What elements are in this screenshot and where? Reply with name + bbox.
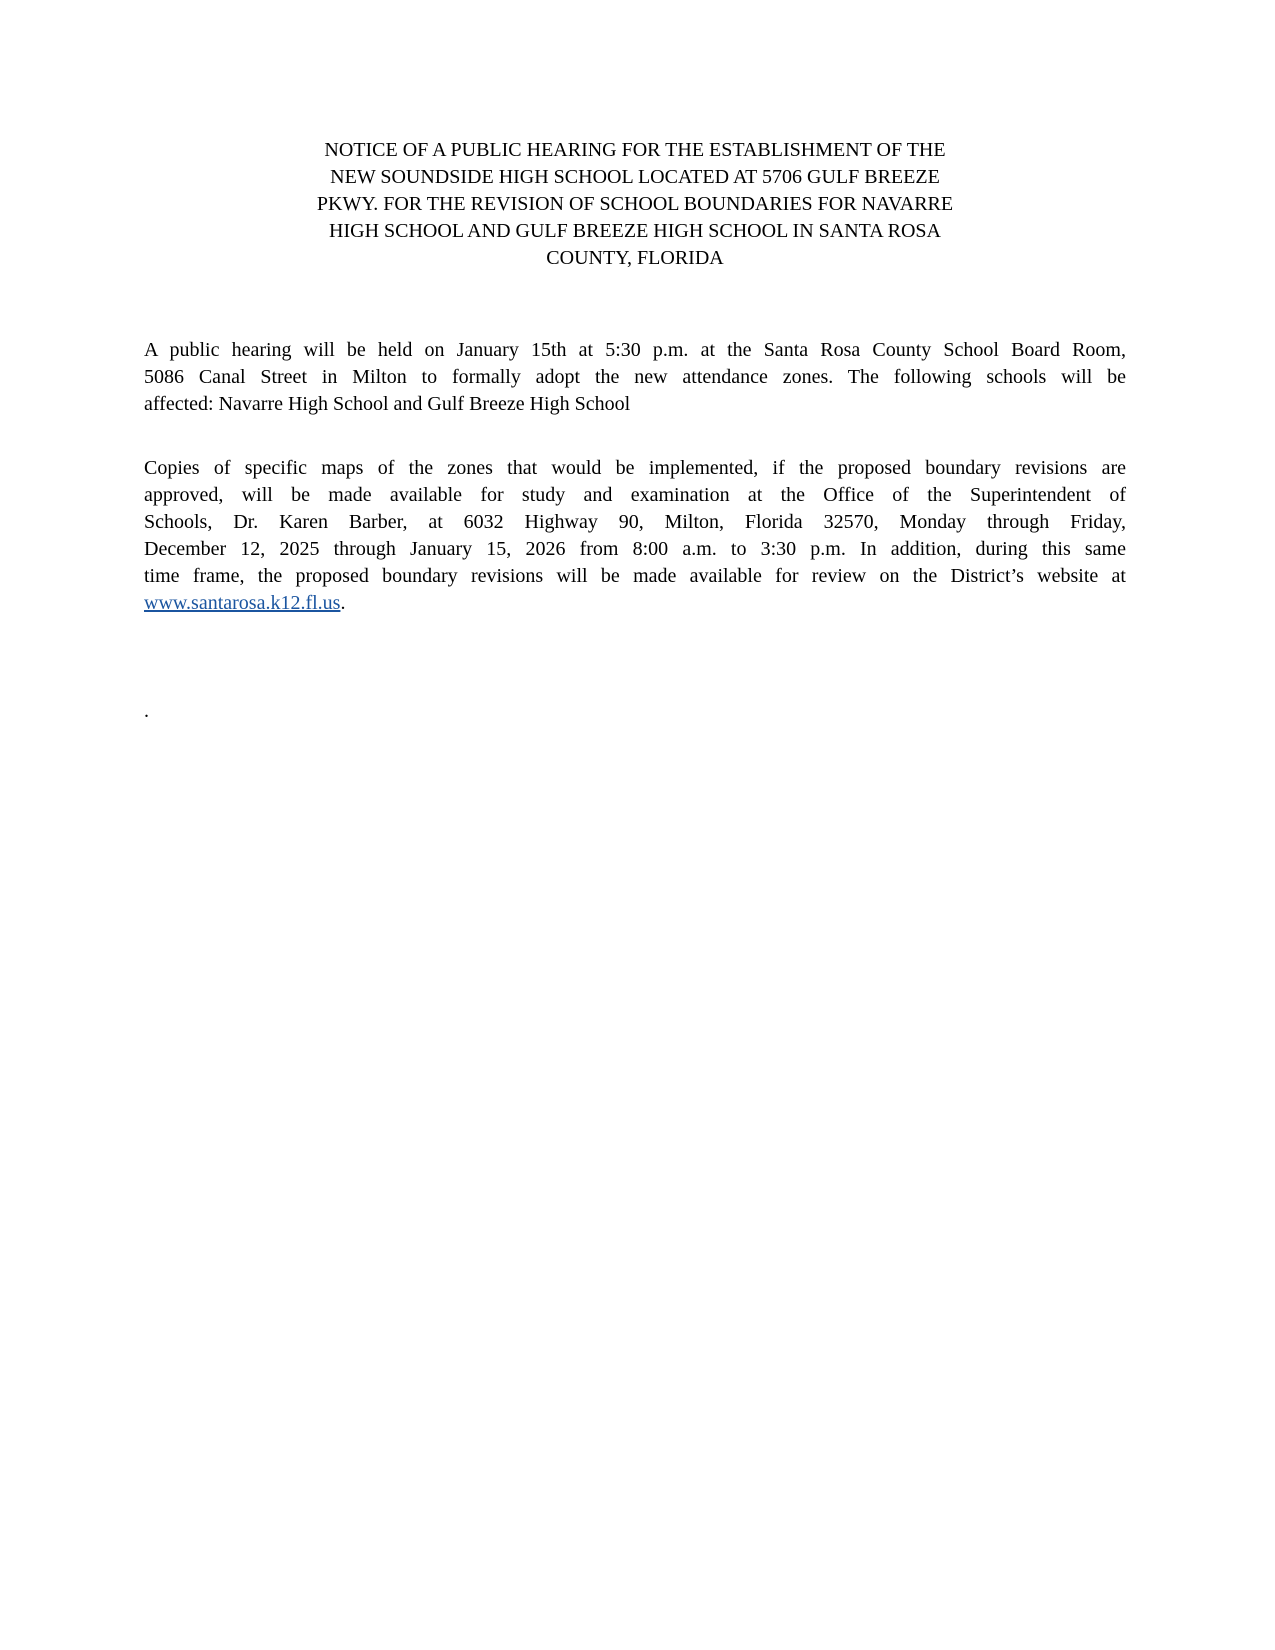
text-line: NOTICE OF A PUBLIC HEARING FOR THE ESTABLISHMENT OF THE	[324, 139, 946, 161]
text-line: NEW SOUNDSIDE HIGH SCHOOL LOCATED AT 5706 GULF BREEZE	[330, 166, 940, 188]
text-line: HIGH SCHOOL AND GULF BREEZE HIGH SCHOOL IN SANTA ROSA	[329, 220, 941, 242]
paragraph-maps-last-line	[144, 590, 1126, 617]
sentence-period: .	[340, 592, 346, 614]
text-line: time frame, the proposed boundary revisions will be made available for review on the District’s website at	[144, 565, 1126, 587]
text-line: PKWY. FOR THE REVISION OF SCHOOL BOUNDARIES FOR NAVARRE	[316, 193, 954, 215]
paragraph-hearing-details	[144, 337, 1126, 418]
text-line: A public hearing will be held on January 15th at 5:30 p.m. at the Santa Rosa County School Board Room,	[144, 339, 1126, 361]
text-line: December 12, 2025 through January 15, 2026 from 8:00 a.m. to 3:30 p.m. In addition, during this same	[144, 538, 1126, 560]
text-line: approved, will be made available for study and examination at the Office of the Superintendent of	[144, 484, 1126, 506]
paragraph-map-availability	[144, 455, 1126, 617]
text-line: Copies of specific maps of the zones that would be implemented, if the proposed boundary revisions are	[144, 457, 1126, 479]
paragraph-maps-justified-lines	[144, 455, 1126, 590]
notice-title	[144, 137, 1126, 272]
document-content	[144, 0, 1126, 725]
stray-period: .	[144, 700, 149, 722]
text-line: 5086 Canal Street in Milton to formally adopt the new attendance zones. The following schools will be	[144, 366, 1126, 388]
paragraph-hearing-justified-lines	[144, 337, 1126, 391]
text-line: COUNTY, FLORIDA	[546, 247, 724, 269]
text-line: Schools, Dr. Karen Barber, at 6032 Highway 90, Milton, Florida 32570, Monday through Friday,	[144, 511, 1126, 533]
district-website-link[interactable]: www.santarosa.k12.fl.us	[144, 592, 341, 614]
paragraph-hearing-last-line: affected: Navarre High School and Gulf Breeze High School	[144, 393, 631, 415]
